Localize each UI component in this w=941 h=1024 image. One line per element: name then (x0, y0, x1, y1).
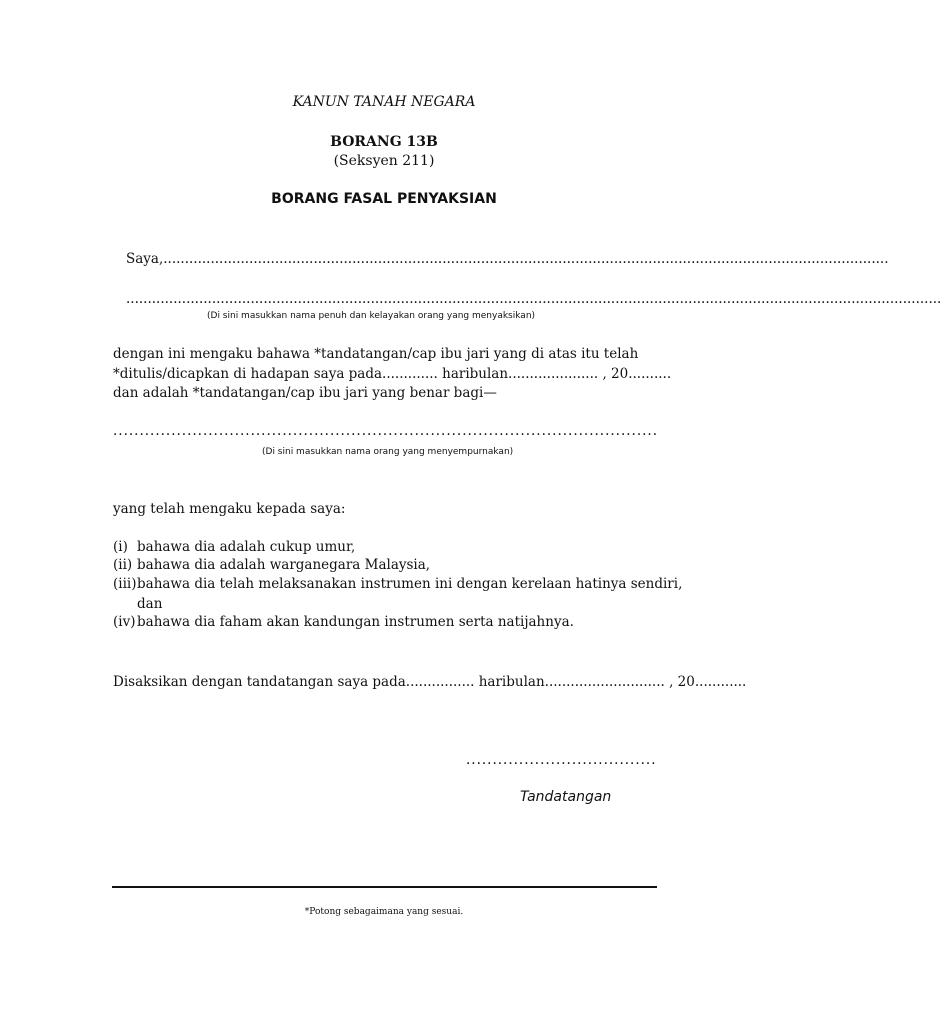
signature-label: Tandatangan (520, 789, 612, 805)
item-text: bahawa dia adalah warganegara Malaysia, (137, 557, 431, 573)
item-text: bahawa dia telah melaksanakan instrumen ini dengan kerelaan hatinya sendiri, (137, 576, 683, 592)
witness-note: (Di sini masukkan nama penuh dan kelayakan orang yang menyaksikan) (207, 311, 536, 321)
witness-name-line: Saya,......................................................................................................................................................................... (126, 251, 889, 267)
list-item (113, 557, 430, 573)
footnote-divider (112, 886, 657, 888)
executant-name-line: ....................................................................................................... (113, 423, 658, 439)
item-number: (i) (113, 539, 128, 555)
form-title: BORANG FASAL PENYAKSIAN (271, 191, 497, 207)
item-number: (iii) (113, 576, 137, 592)
list-item (113, 576, 682, 592)
executant-note: (Di sini masukkan nama orang yang menyempurnakan) (262, 447, 514, 457)
form-number: BORANG 13B (330, 134, 438, 150)
declaration-line-1: dengan ini mengaku bahawa *tandatangan/cap ibu jari yang di atas itu telah (113, 346, 639, 362)
item-number: (iv) (113, 614, 136, 630)
act-title: KANUN TANAH NEGARA (292, 94, 476, 110)
item-text: bahawa dia faham akan kandungan instrumen serta natijahnya. (137, 614, 574, 630)
section-reference: (Seksyen 211) (333, 153, 435, 169)
footnote: *Potong sebagaimana yang sesuai. (304, 907, 464, 917)
declaration-paragraph (113, 345, 673, 404)
declaration-line-2: *ditulis/dicapkan di hadapan saya pada............. haribulan..................... , 20.......... (113, 365, 672, 382)
list-item (113, 539, 355, 555)
list-item (113, 614, 574, 630)
item-continuation: dan (137, 596, 163, 612)
item-text: bahawa dia adalah cukup umur, (137, 539, 356, 555)
acknowledged-text: yang telah mengaku kepada saya: (113, 501, 346, 517)
declaration-line-3: dan adalah *tandatangan/cap ibu jari yang benar bagi— (113, 385, 497, 401)
signature-line: .................................... (466, 752, 657, 768)
item-number: (ii) (113, 557, 133, 573)
witnessed-line: Disaksikan dengan tandatangan saya pada................ haribulan............................ , 20............ (113, 674, 747, 690)
witness-qualification-line: .............................................................................................................................................................................................. (126, 291, 941, 307)
